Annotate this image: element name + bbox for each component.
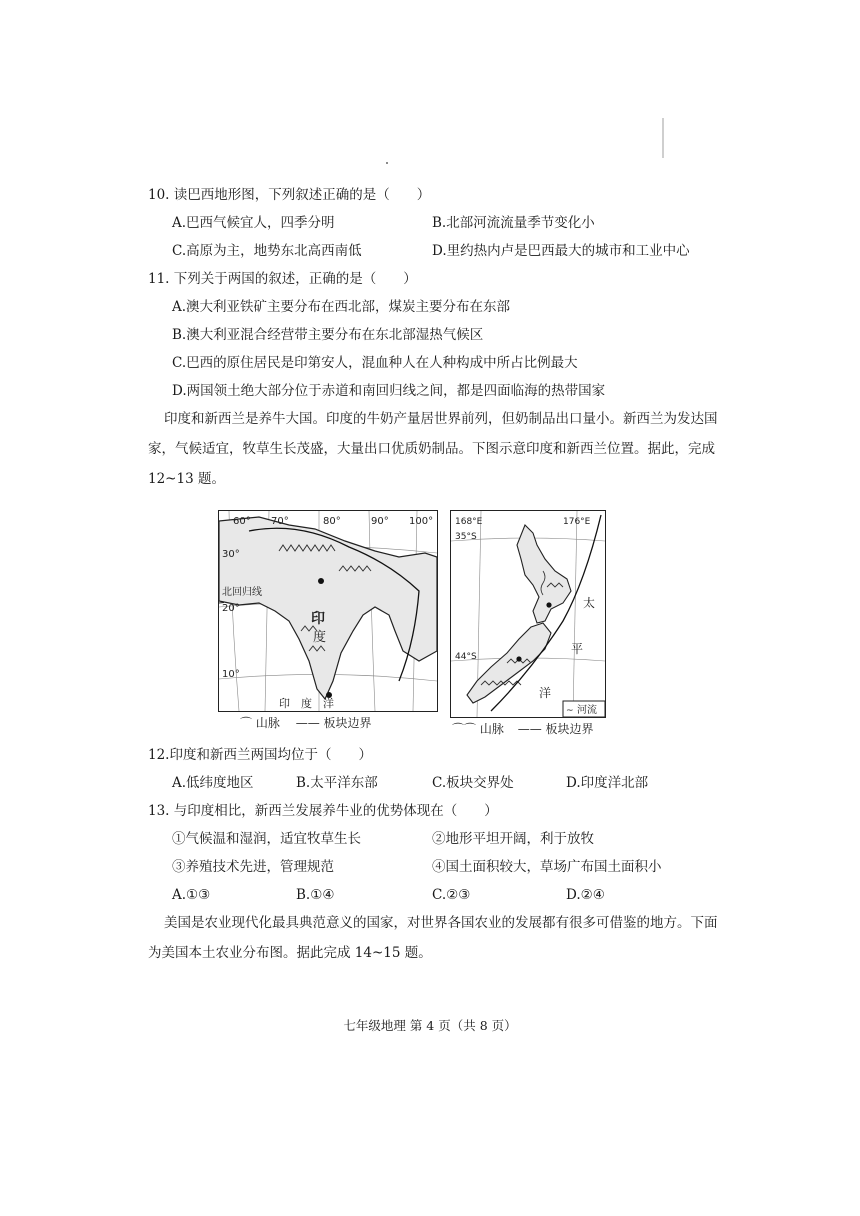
boundary-legend-icon: —— bbox=[295, 716, 320, 730]
ocean-label: 太 bbox=[583, 596, 596, 610]
nz-map-graphic bbox=[451, 511, 605, 717]
lon-label: 60° bbox=[233, 516, 251, 527]
north-island bbox=[517, 525, 571, 623]
question-10-option-a: A.巴西气候宜人，四季分明 bbox=[172, 215, 335, 231]
ocean-label: 印 度 洋 bbox=[279, 697, 334, 710]
question-12-option-c: C.板块交界处 bbox=[432, 775, 514, 791]
question-13-statement-1: ①气候温和湿润，适宜牧草生长 bbox=[172, 831, 361, 847]
question-13-option-b: B.①④ bbox=[296, 887, 335, 903]
legend-boundary-label: 板块边界 bbox=[545, 722, 594, 736]
question-10-option-c: C.高原为主，地势东北高西南低 bbox=[172, 243, 362, 259]
question-13-statement-2: ②地形平坦开阔，利于放牧 bbox=[432, 831, 594, 847]
lat-label: 10° bbox=[222, 669, 240, 680]
lon-label: 80° bbox=[323, 516, 341, 527]
legend-mountain-label: 山脉 bbox=[479, 722, 504, 736]
question-12-stem: 12.印度和新西兰两国均位于（ ） bbox=[148, 747, 372, 763]
city-marker bbox=[516, 656, 521, 661]
passage-2-line-1: 美国是农业现代化最具典范意义的国家，对世界各国农业的发展都有很多可借鉴的地方。下面 bbox=[164, 915, 718, 931]
country-label: 度 bbox=[313, 630, 327, 645]
passage-1-line-3: 12~13 题。 bbox=[148, 471, 225, 487]
question-13-option-d: D.②④ bbox=[566, 887, 605, 903]
nz-lat-label: 35°S bbox=[455, 532, 477, 542]
question-11-stem: 11. 下列关于两国的叙述，正确的是（ ） bbox=[148, 271, 417, 287]
legend-boundary-label: 板块边界 bbox=[323, 716, 372, 730]
city-marker bbox=[546, 602, 551, 607]
nz-lat-label: 44°S bbox=[455, 652, 477, 662]
india-map-legend bbox=[240, 714, 372, 731]
india-map-graphic bbox=[219, 511, 437, 711]
ocean-label: 洋 bbox=[539, 686, 552, 700]
lat-label: 20° bbox=[222, 603, 240, 614]
passage-1-line-2: 家，气候适宜，牧草生长茂盛，大量出口优质奶制品。下图示意印度和新西兰位置。据此，完成 bbox=[148, 441, 715, 457]
mountain-legend-icon: ⌒ bbox=[240, 716, 253, 730]
lon-label: 100° bbox=[409, 516, 434, 527]
scan-speck bbox=[386, 162, 388, 164]
question-11-option-d: D.两国领土绝大部分位于赤道和南回归线之间，都是四面临海的热带国家 bbox=[172, 383, 606, 399]
lat-label: 30° bbox=[222, 549, 240, 560]
nz-map-legend bbox=[452, 720, 594, 737]
city-marker bbox=[318, 578, 324, 584]
question-11-option-c: C.巴西的原住居民是印第安人，混血种人在人种构成中所占比例最大 bbox=[172, 355, 578, 371]
question-11-option-a: A.澳大利亚铁矿主要分布在西北部，煤炭主要分布在东部 bbox=[172, 299, 511, 315]
question-10-stem: 10. 读巴西地形图，下列叙述正确的是（ ） bbox=[148, 187, 431, 203]
page-footer: 七年级地理 第 4 页（共 8 页） bbox=[343, 1018, 517, 1033]
boundary-legend-icon: —— bbox=[517, 722, 542, 736]
passage-1-line-1: 印度和新西兰是养牛大国。印度的牛奶产量居世界前列，但奶制品出口量小。新西兰为发达国 bbox=[164, 411, 718, 427]
question-10-option-b: B.北部河流流量季节变化小 bbox=[432, 215, 595, 231]
question-13-statement-3: ③养殖技术先进，管理规范 bbox=[172, 859, 334, 875]
question-12-option-d: D.印度洋北部 bbox=[566, 775, 649, 791]
mountain-legend-icon: ⌒⌒ bbox=[452, 722, 477, 736]
lon-label: 70° bbox=[271, 516, 289, 527]
nz-lon-label: 176°E bbox=[563, 517, 591, 527]
nz-lon-label: 168°E bbox=[455, 517, 483, 527]
question-13-option-a: A.①③ bbox=[172, 887, 211, 903]
question-13-stem: 13. 与印度相比，新西兰发展养牛业的优势体现在（ ） bbox=[148, 803, 498, 819]
new-zealand-map bbox=[450, 510, 606, 718]
question-13-option-c: C.②③ bbox=[432, 887, 471, 903]
passage-2-line-2: 为美国本土农业分布图。据此完成 14~15 题。 bbox=[148, 945, 432, 961]
question-11-option-b: B.澳大利亚混合经营带主要分布在东北部湿热气候区 bbox=[172, 327, 484, 343]
scan-edge-mark bbox=[662, 118, 664, 158]
lon-label: 90° bbox=[371, 516, 389, 527]
india-map bbox=[218, 510, 438, 712]
question-12-option-b: B.太平洋东部 bbox=[296, 775, 378, 791]
legend-river-label: 河流 bbox=[577, 705, 597, 716]
legend-mountain-label: 山脉 bbox=[255, 716, 280, 730]
landmass bbox=[219, 517, 437, 699]
ocean-label: 平 bbox=[571, 642, 584, 656]
question-10-option-d: D.里约热内卢是巴西最大的城市和工业中心 bbox=[432, 243, 690, 259]
tropic-label: 北回归线 bbox=[222, 587, 262, 598]
river-legend-icon: ~ bbox=[566, 706, 574, 716]
question-13-statement-4: ④国土面积较大，草场广布国土面积小 bbox=[432, 859, 662, 875]
question-12-option-a: A.低纬度地区 bbox=[172, 775, 254, 791]
country-label: 印 bbox=[311, 611, 325, 627]
